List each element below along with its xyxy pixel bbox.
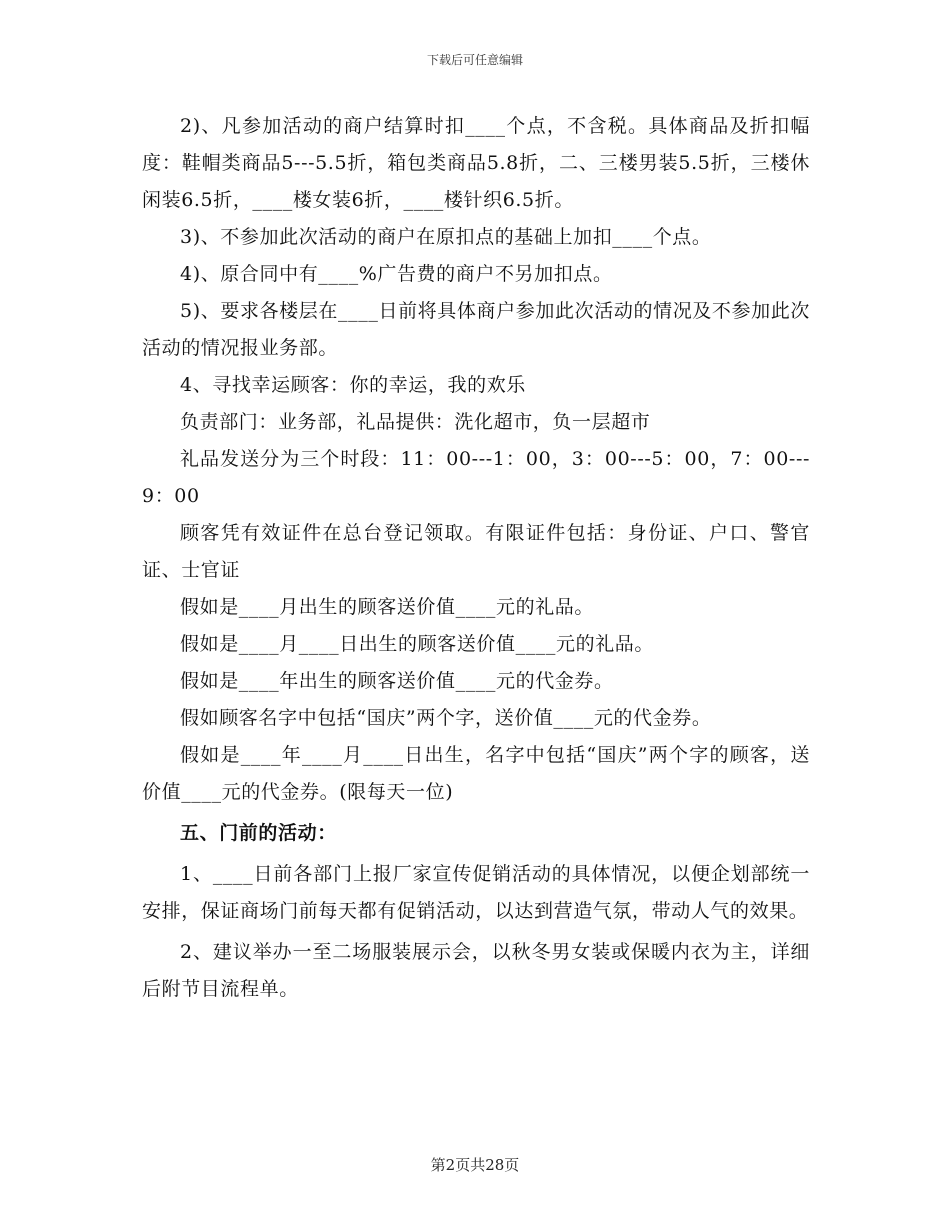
paragraph-front-door-promo: 1、____日前各部门上报厂家宣传促销活动的具体情况，以便企划部统一安排，保证商场门前每天都有促销活动，以达到营造气氛，带动人气的效果。 [142,863,810,922]
paragraph-ad-fee: 4)、原合同中有____%广告费的商户不另加扣点。 [180,263,613,285]
page-footer: 第2页共28页 [430,1156,520,1174]
paragraph-responsible-dept: 负责部门：业务部，礼品提供：洗化超市，负一层超市 [180,411,651,433]
paragraph-fashion-show: 2、建议举办一至二场服装展示会，以秋冬男女装或保暖内衣为主，详细后附节目流程单。 [142,941,810,1000]
paragraph-discount-rates: 2)、凡参加活动的商户结算时扣____个点，不含税。具体商品及折扣幅度：鞋帽类商品5---5.5折，箱包类商品5.8折，二、三楼男装5.5折，三楼休闲装6.5折，____楼女装6折，____楼针织6.5折。 [142,115,810,211]
paragraph-valid-id: 顾客凭有效证件在总台登记领取。有限证件包括：身份证、户口、警官证、士官证 [142,522,810,581]
paragraph-floor-report: 5)、要求各楼层在____日前将具体商户参加此次活动的情况及不参加此次活动的情况报业务部。 [142,300,810,359]
paragraph-name-voucher: 假如顾客名字中包括“国庆”两个字，送价值____元的代金券。 [180,707,712,729]
paragraph-year-voucher: 假如是____年出生的顾客送价值____元的代金券。 [180,670,614,692]
paragraph-non-participants: 3)、不参加此次活动的商户在原扣点的基础上加扣____个点。 [180,226,712,248]
paragraph-full-match-voucher: 假如是____年____月____日出生，名字中包括“国庆”两个字的顾客，送价值____元的代金券。(限每天一位) [142,744,810,803]
document-body [142,108,810,1008]
paragraph-month-gift: 假如是____月出生的顾客送价值____元的礼品。 [180,596,595,618]
paragraph-gift-times: 礼品发送分为三个时段：11：00---1：00，3：00---5：00，7：00---9：00 [142,448,810,507]
section-heading-front-door: 五、门前的活动： [180,822,337,844]
page-header: 下载后可任意编辑 [426,53,523,67]
paragraph-lucky-customer-heading: 4、寻找幸运顾客：你的幸运，我的欢乐 [180,374,526,396]
paragraph-day-gift: 假如是____月____日出生的顾客送价值____元的礼品。 [180,633,655,655]
